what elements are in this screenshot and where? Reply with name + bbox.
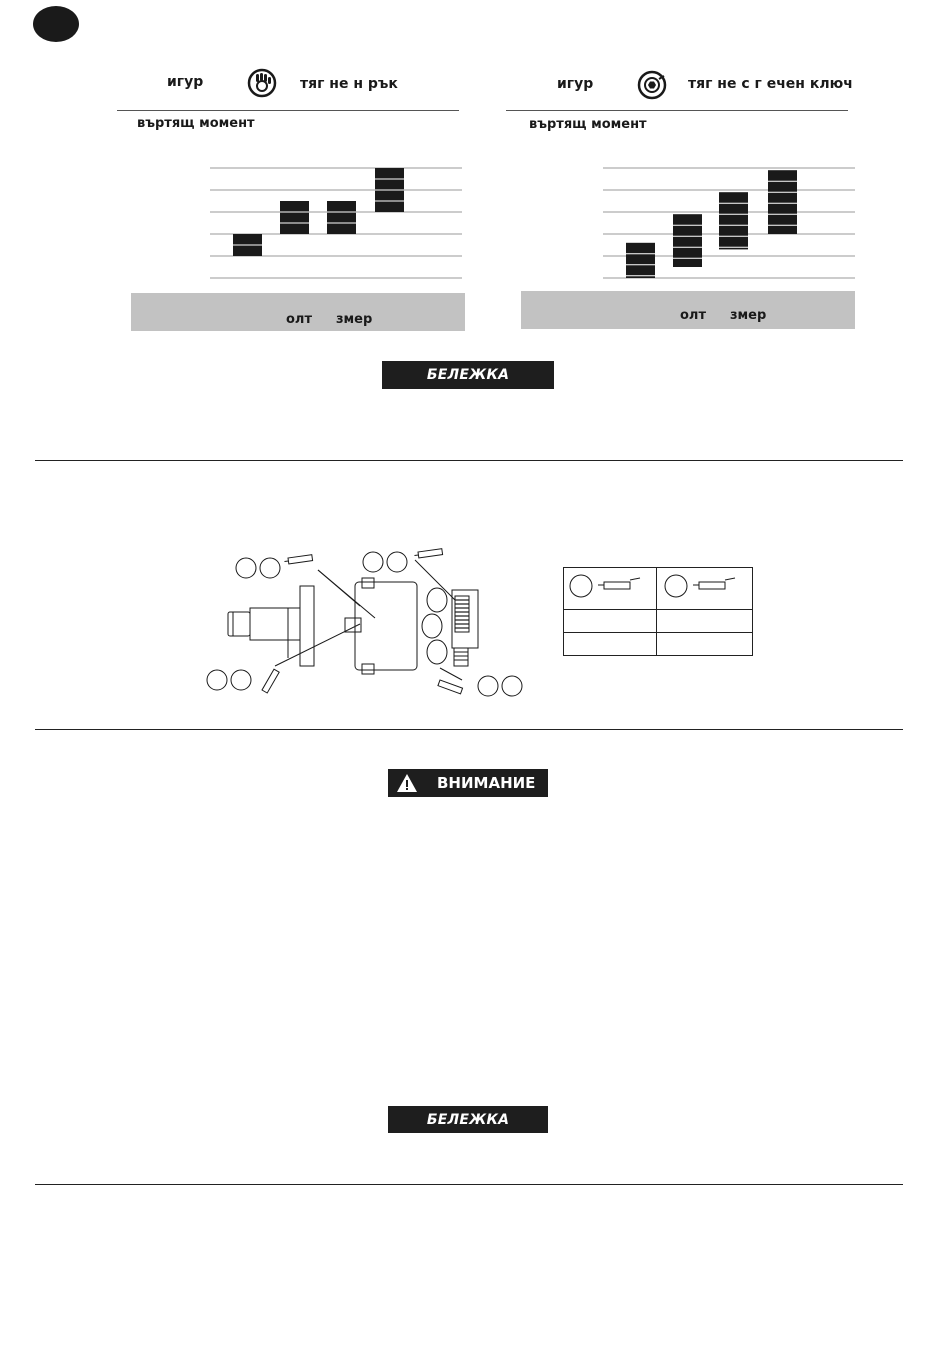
chart-bar: [375, 168, 404, 212]
lubrication-diagram: [200, 540, 530, 710]
lubrication-table: [563, 567, 753, 656]
left-band-label-2: змер: [336, 312, 373, 327]
table-cell: [564, 610, 657, 633]
chart-bar: [233, 234, 262, 256]
chart-bar: [719, 192, 748, 249]
chart-bar: [626, 243, 655, 278]
hand-tighten-icon: [247, 68, 277, 98]
warning-triangle-icon: [396, 773, 418, 793]
chart-bar: [673, 214, 702, 267]
left-torque-chart: [210, 165, 462, 280]
table-header-cell-1: [564, 568, 657, 610]
wrench-tighten-icon: [637, 70, 667, 100]
chart-bar: [768, 170, 797, 234]
section-divider-3: [35, 1184, 903, 1185]
right-torque-chart: [603, 165, 855, 280]
left-tighten-label: тяг не н рък: [300, 76, 398, 92]
grease-gun-icon: [564, 568, 656, 605]
left-torque-label: въртящ момент: [137, 116, 255, 131]
note-box-1: [382, 361, 554, 389]
language-badge: [33, 6, 79, 42]
left-band-label-1: олт: [286, 312, 312, 327]
section-divider-1: [35, 460, 903, 461]
chart-bar: [327, 201, 356, 234]
left-figure-label: игур: [167, 74, 204, 90]
table-cell: [657, 633, 753, 656]
right-band-label-1: олт: [680, 308, 706, 323]
table-cell: [564, 633, 657, 656]
left-header-rule: [117, 110, 459, 111]
section-divider-2: [35, 729, 903, 730]
right-tighten-label: тяг не с г ечен ключ: [688, 76, 853, 92]
warning-label: ВНИМАНИЕ: [437, 774, 536, 792]
right-header-rule: [506, 110, 848, 111]
note-label-2: БЕЛЕЖКА: [426, 1111, 510, 1128]
note-box-2: [388, 1106, 548, 1133]
right-band-label-2: змер: [730, 308, 767, 323]
warning-box: [388, 769, 548, 797]
table-header-cell-2: [657, 568, 753, 610]
note-label-1: БЕЛЕЖКА: [426, 367, 510, 383]
table-cell: [657, 610, 753, 633]
grease-gun-icon: [657, 568, 752, 605]
right-figure-label: игур: [557, 76, 594, 92]
right-torque-label: въртящ момент: [529, 117, 647, 132]
chart-bar: [280, 201, 309, 234]
